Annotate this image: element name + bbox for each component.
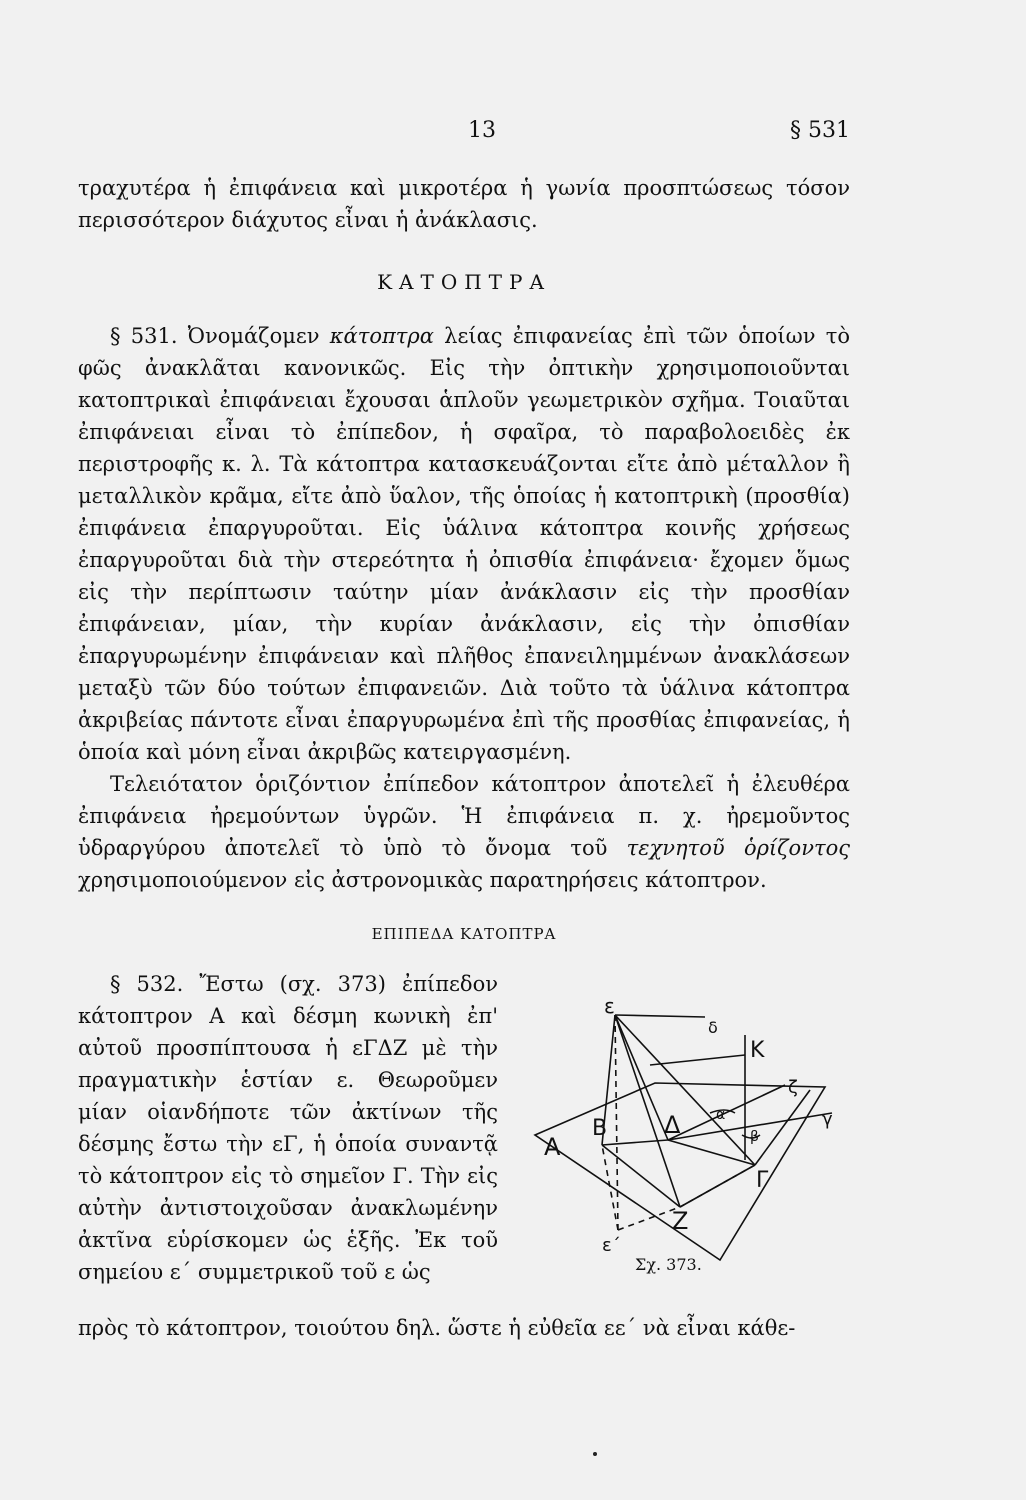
paragraph-532-column [78, 968, 498, 1288]
running-header [78, 118, 850, 152]
label-A: A [544, 1133, 561, 1161]
label-e-prime: ε΄ [602, 1235, 621, 1256]
label-e: ε [604, 995, 615, 1018]
line-e-eprime [615, 1015, 618, 1230]
dashed-Z-Gamma [680, 1165, 755, 1207]
page-number: 13 [468, 118, 496, 143]
label-gamma-lower: γ [822, 1109, 833, 1130]
ray-e-Delta [615, 1015, 668, 1140]
paragraph-531 [78, 320, 850, 768]
ray-reflected-zeta [755, 1090, 810, 1165]
ray-zeta [668, 1085, 785, 1140]
paragraph-horizontal-mirror [78, 768, 850, 896]
segment-B-Z [602, 1145, 680, 1207]
label-Delta: Δ [664, 1111, 681, 1139]
figure-373-diagram [520, 995, 850, 1285]
term-katoptra: κάτοπτρα [329, 324, 434, 348]
body-text [78, 172, 850, 958]
paragraph-531-rest: λείας ἐπιφανείας ἐπὶ τῶν ὁποίων τὸ φῶς ἀνακλᾶται κανονικῶς. Εἰς τὴν ὀπτικὴν χρησιμοποιοῦνται κατοπτρικαὶ ἐπιφάνειαι ἔχουσαι ἁπλοῦν γεωμετρικὸν σχῆμα. Τοιαῦται ἐπιφάνειαι εἶναι τὸ ἐπίπεδον, ἡ σφαῖρα, τὸ παραβολοειδὲς ἐκ περιστροφῆς κ. λ. Τὰ κάτοπτρα κατασκευάζονται εἴτε ἀπὸ μέταλλον ἢ μεταλλικὸν κρᾶμα, εἴτε ἀπὸ ὕαλον, τῆς ὁποίας ἡ κατοπτρικὴ (προσθία) ἐπιφάνεια ἐπαργυροῦται. Εἰς ὑάλινα κάτοπτρα κοινῆς χρήσεως ἐπαργυροῦται διὰ τὴν στερεότητα ἡ ὀπισθία ἐπιφάνεια· ἔχομεν ὅμως εἰς τὴν περίπτωσιν ταύτην μίαν ἀνάκλασιν εἰς τὴν προσθίαν ἐπιφάνειαν, μίαν, τὴν κυρίαν ἀνάκλασιν, εἰς τὴν ὀπισθίαν ἐπαργυρωμένην ἐπιφάνειαν καὶ πλῆθος ἐπανειλημμένων ἀνακλάσεων μεταξὺ τῶν δύο τούτων ἐπιφανειῶν. Διὰ τοῦτο τὰ ὑάλινα κάτοπτρα ἀκριβείας πάντοτε εἶναι ἐπαργυρωμένα ἐπὶ τῆς προσθίας ἐπιφανείας, ἡ ὁποία καὶ μόνη εἶναι ἀκριβῶς κατειργασμένη. [78, 324, 851, 764]
segment-Delta-Gamma [668, 1140, 755, 1165]
paragraph-532-last-line: πρὸς τὸ κάτοπτρον, τοιούτου δηλ. ὥστε ἡ εὐθεῖα εε΄ νὰ εἶναι κάθε- [78, 1316, 796, 1340]
label-zeta: ζ [788, 1077, 798, 1098]
figure-373 [520, 995, 850, 1285]
figure-caption: Σχ. 373. [635, 1255, 702, 1274]
paragraph-531-lead: § 531. Ὀνομάζομεν [110, 324, 330, 348]
horizontal-lead: Τελειότατον ὁριζόντιον ἐπίπεδον κάτοπτρον ἀποτελεῖ ἡ ἐλευθέρα ἐπιφάνεια ἠρεμούντων ὑγρῶν. Ἡ ἐπιφάνεια π. χ. ἠρεμοῦντος ὑδραργύρου ἀποτελεῖ τὸ ὑπὸ τὸ ὄνομα τοῦ [78, 772, 850, 860]
label-Z: Z [672, 1207, 689, 1235]
section-reference: § 531 [790, 118, 850, 143]
ray-delta [615, 1015, 705, 1017]
dashed-eprime-B [602, 1145, 618, 1230]
label-beta: β [750, 1129, 759, 1145]
horizontal-rest: χρησιμοποιούμενον εἰς ἀστρονομικὰς παρατηρήσεις κάτοπτρον. [78, 868, 767, 892]
label-alpha: α [716, 1107, 726, 1123]
page-mark [593, 1452, 597, 1456]
label-delta-lower: δ [708, 1018, 718, 1037]
term-artificial-horizon: τεχνητοῦ ὁρίζοντος [626, 836, 850, 860]
intro-paragraph: τραχυτέρα ἡ ἐπιφάνεια καὶ μικροτέρα ἡ γωνία προσπτώσεως τόσον περισσότερον διάχυτος εἶναι ἡ ἀνάκλασις. [78, 176, 850, 232]
ray-upper [650, 1055, 745, 1065]
paragraph-532: § 532. Ἔστω (σχ. 373) ἐπίπεδον κάτοπτρον Α καὶ δέσμη κωνικὴ ἐπ' αὐτοῦ προσπίπτουσα ἡ εΓΔΖ μὲ τὴν πραγματικὴν ἑστίαν ε. Θεωροῦμεν μίαν οἱανδήποτε τῶν ἀκτίνων τῆς δέσμης ἔστω τὴν εΓ, ἡ ὁποία συναντᾷ τὸ κάτοπτρον εἰς τὸ σημεῖον Γ. Τὴν εἰς αὐτὴν ἀντιστοιχοῦσαν ἀνακλωμένην ἀκτῖνα εὑρίσκομεν ὡς ἑξῆς. Ἐκ τοῦ σημείου ε΄ συμμετρικοῦ τοῦ ε ὡς [78, 972, 498, 1284]
label-Gamma: Γ [756, 1168, 769, 1193]
label-B: B [592, 1116, 608, 1141]
section-title-plane-mirrors: ΕΠΙΠΕΔΑ ΚΑΤΟΠΤΡΑ [371, 925, 557, 943]
label-K: K [750, 1038, 765, 1063]
section-title-katoptra: ΚΑΤΟΠΤΡΑ [377, 270, 551, 294]
